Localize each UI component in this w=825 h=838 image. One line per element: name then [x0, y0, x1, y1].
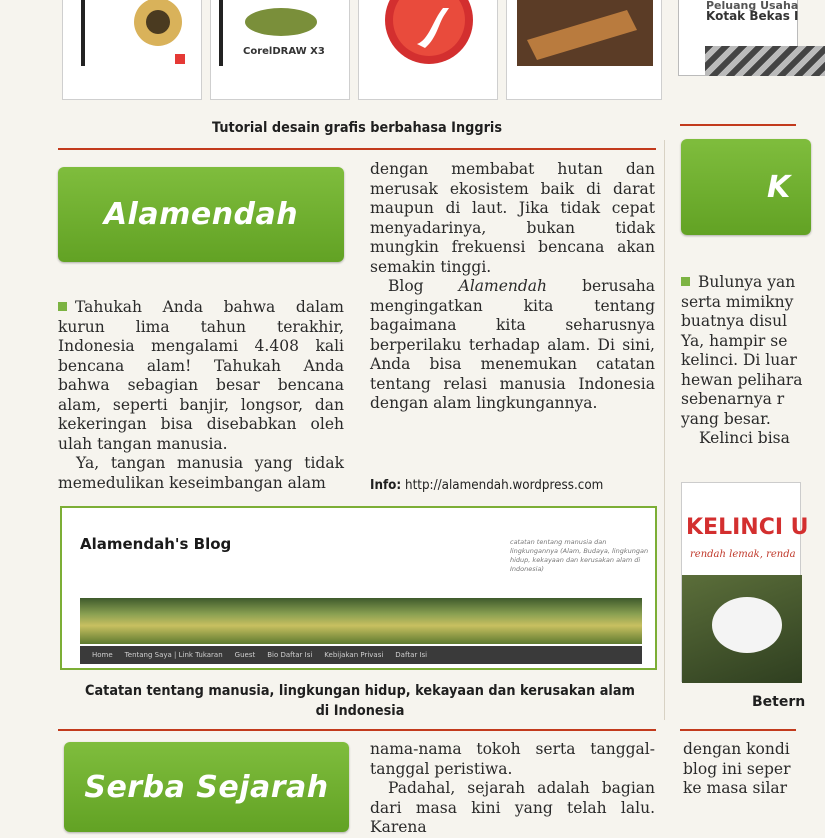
serba-sejarah-line: ke masa silar — [683, 779, 788, 797]
rabbit-icon — [712, 597, 782, 653]
blog-screenshot — [60, 506, 657, 670]
bullet-icon — [58, 302, 67, 311]
guitar-image-icon — [507, 0, 663, 100]
serba-sejarah-column-2 — [370, 740, 655, 838]
serba-sejarah-line: dengan kondi — [683, 740, 790, 758]
alamendah-col1-p1-text: Tahukah Anda bahwa dalam kurun lima tahun terakhir, Indonesia mengalami 4.408 kali bencana alam! Tahukah Anda bahwa sebagian besar bencana alam, seperti banjir, longsor, dan kekeringan bisa disebabkan oleh ulah tangan manusia. — [58, 298, 344, 453]
adobe-logo-icon — [63, 0, 203, 100]
alamendah-col2-p2 — [370, 277, 655, 414]
guitar-thumbnail — [506, 0, 662, 100]
col2-p2-post: berusaha mengingatkan kita tentang bagaimana kita seharusnya berperilaku terhadap alam. Di sini, Anda bisa menemukan catatan tentang relasi manusia Indonesia dengan alam lingkungannya. — [370, 277, 655, 412]
serba-sejarah-column-3 — [683, 740, 803, 799]
kelinci-line: Kelinci bisa — [699, 429, 790, 447]
section-rule-top — [58, 148, 656, 150]
kelinci-caption: Betern — [752, 694, 806, 710]
coreldraw-thumbnail — [210, 0, 350, 100]
kelinci-column — [681, 273, 811, 449]
adobe-thumbnail — [62, 0, 202, 100]
top-thumbnail-strip — [62, 0, 662, 104]
kelinci-line: hewan pelihara — [681, 370, 803, 389]
alamendah-column-1 — [58, 298, 344, 493]
blog-screenshot-title: Alamendah's Blog — [80, 535, 232, 553]
serba-sejarah-line: blog ini seper — [683, 759, 791, 778]
blog-nav-item: Bio Daftar Isi — [267, 651, 313, 659]
side-top-line2: Kotak Bekas I — [706, 9, 799, 23]
blog-nav-item: Guest — [234, 651, 256, 659]
kelinci-line-text: Bulunya yan — [698, 273, 796, 291]
blog-screenshot-nav — [80, 646, 642, 664]
flash-thumbnail — [358, 0, 498, 100]
col2-p2-pre: Blog — [388, 277, 459, 295]
serba-sejarah-title-box: Serba Sejarah — [64, 742, 349, 832]
blog-nav-item: Tentang Saya | Link Tukaran — [124, 651, 223, 659]
kelinci-line — [681, 273, 811, 293]
side-top-stripe — [705, 46, 825, 76]
kelinci-title-box: K — [681, 139, 811, 235]
alamendah-info — [370, 478, 603, 493]
kelinci-line: Ya, hampir se — [681, 331, 788, 350]
kelinci-image — [681, 482, 809, 682]
blog-screenshot-tagline: catatan tentang manusia dan lingkungannya (Alam, Budaya, lingkungan hidup, kekayaan dan kerusakan alam di Indonesia) — [510, 538, 649, 573]
serba-sejarah-p2: Padahal, sejarah adalah bagian dari masa kini yang telah lalu. Karena — [370, 779, 655, 836]
alamendah-title-box: Alamendah — [58, 167, 344, 262]
info-url[interactable]: http://alamendah.wordpress.com — [404, 478, 604, 493]
kelinci-line: sebenarnya r — [681, 390, 785, 408]
side-top-thumbnail — [678, 0, 798, 76]
section-rule-side-bottom — [680, 729, 796, 731]
alamendah-col1-p2: Ya, tangan manusia yang tidak memedulikan keseimbangan alam — [58, 454, 344, 492]
alamendah-column-2 — [370, 160, 655, 414]
blog-nav-item: Kebijakan Privasi — [324, 651, 384, 659]
blog-nav-item: Daftar Isi — [395, 651, 428, 659]
side-top-line1: Peluang Usaha — [706, 0, 799, 12]
kelinci-line: serta mimikny — [681, 292, 794, 311]
alamendah-col1-p1 — [58, 298, 344, 454]
coreldraw-logo-icon — [211, 0, 351, 100]
serba-sejarah-p1: nama-nama tokoh serta tanggal-tanggal peristiwa. — [370, 740, 655, 778]
svg-text:CorelDRAW X3: CorelDRAW X3 — [243, 46, 325, 57]
blog-nav-item: Home — [92, 651, 113, 659]
blog-screenshot-banner — [80, 598, 642, 644]
column-divider — [664, 140, 665, 720]
col2-p2-blog-name: Alamendah — [458, 277, 548, 295]
alamendah-col2-p1: dengan membabat hutan dan merusak ekosistem baik di darat maupun di laut. Jika tidak cepat menyadarinya, bukan tidak mungkin frekuensi bencana akan semakin tinggi. — [370, 160, 655, 276]
flash-logo-icon — [359, 0, 499, 100]
kelinci-line: buatnya disul — [681, 312, 788, 330]
kelinci-line: kelinci. Di luar — [681, 351, 797, 369]
kelinci-image-title: KELINCI U — [686, 515, 809, 540]
kelinci-line: yang besar. — [681, 409, 771, 428]
rabbit-photo — [682, 575, 802, 683]
section-rule-bottom — [58, 729, 656, 731]
kelinci-image-subtitle: rendah lemak, renda — [690, 549, 796, 560]
blog-caption: Catatan tentang manusia, lingkungan hidup, kekayaan dan kerusakan alam di Indonesia — [85, 683, 635, 719]
top-caption: Tutorial desain grafis berbahasa Inggris — [211, 120, 503, 136]
info-label: Info: — [370, 478, 402, 493]
bullet-icon — [681, 277, 690, 286]
section-rule-side-top — [680, 124, 796, 126]
